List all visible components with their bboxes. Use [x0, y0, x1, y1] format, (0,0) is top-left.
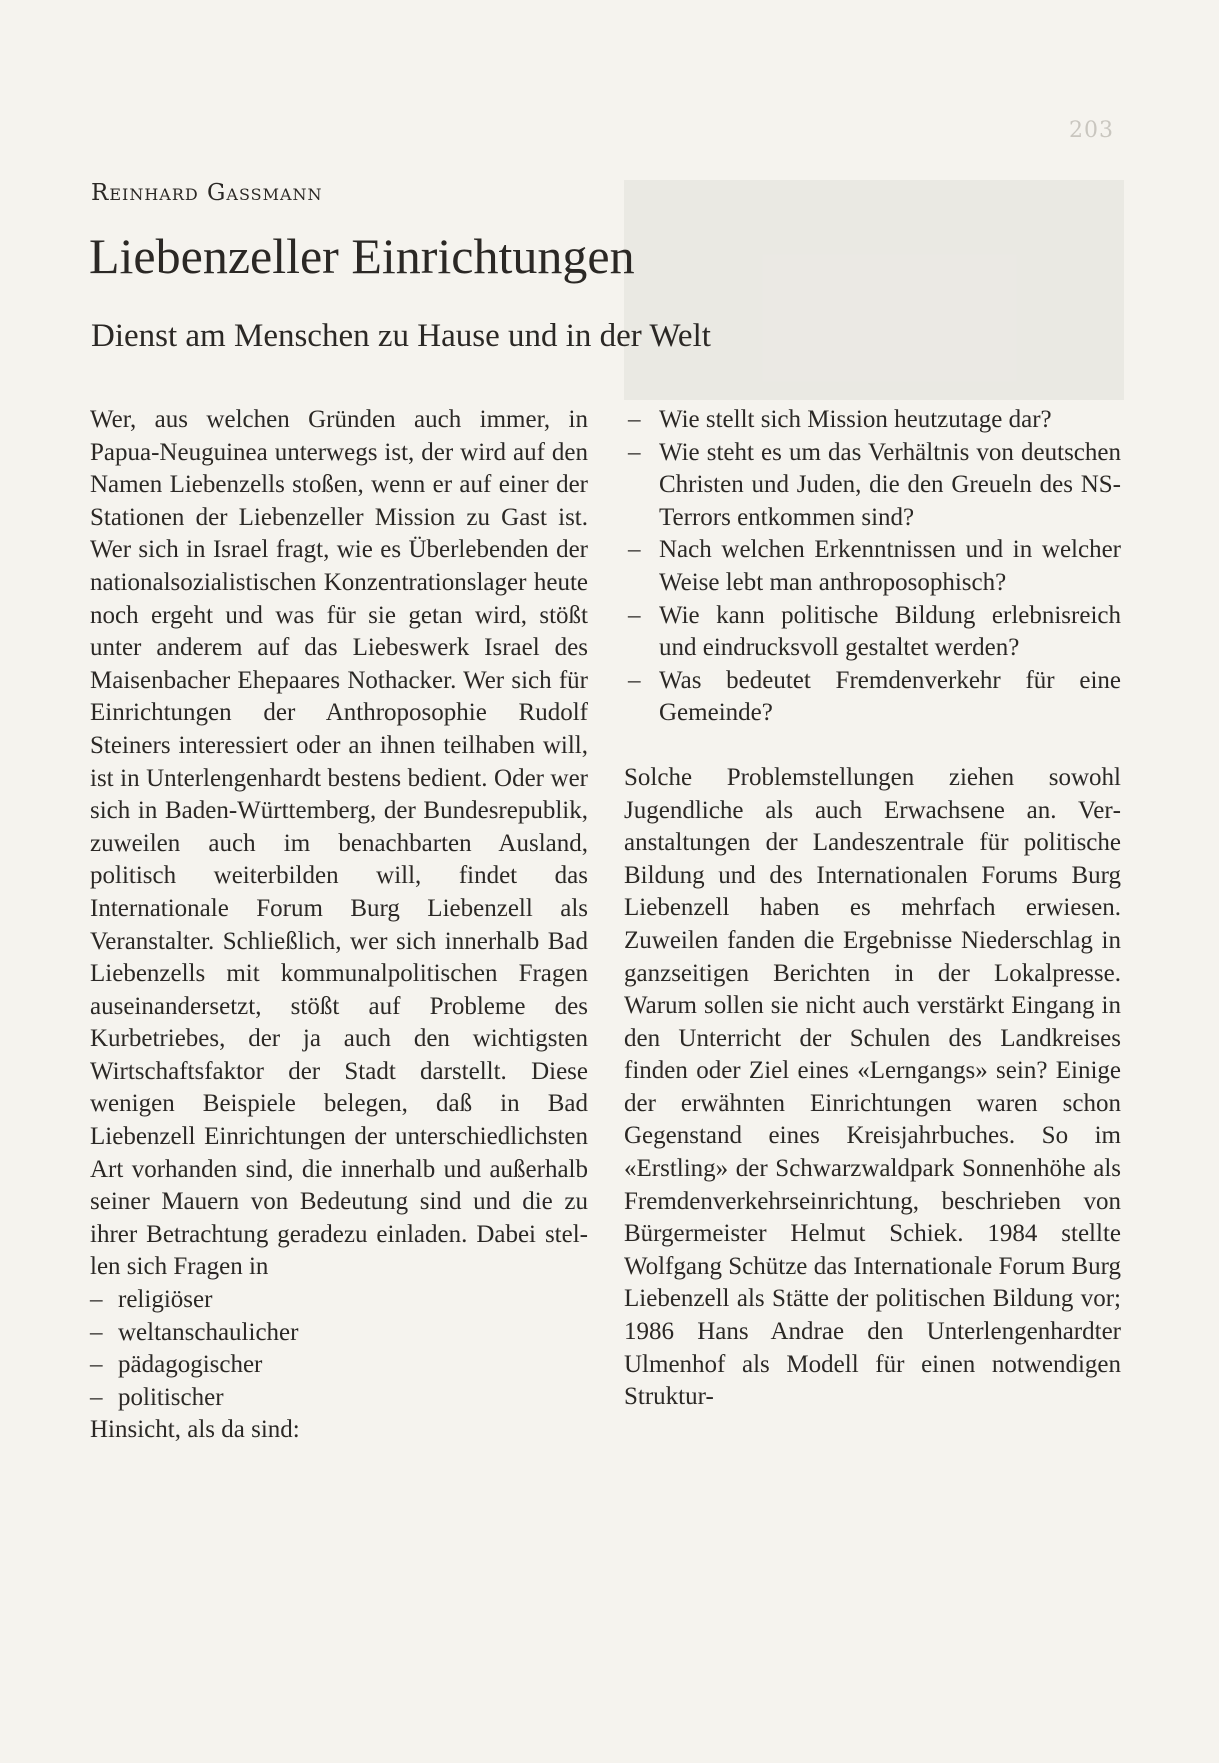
list-item: – politischer	[90, 1382, 588, 1415]
right-column	[624, 404, 1121, 1414]
list-item: – Wie stellt sich Mission heutzutage dar?	[624, 404, 1121, 437]
list-item: – pädagogischer	[90, 1349, 588, 1382]
left-column	[90, 404, 588, 1447]
paragraph-gap	[624, 730, 1121, 762]
intro-paragraph: Wer, aus welchen Gründen auch immer, in Papua-Neuguinea unterwegs ist, der wird auf den Namen Liebenzells stoßen, wenn er auf einer der Stationen der Liebenzeller Mission zu Gast ist. Wer sich in Israel fragt, wie es Überlebenden der nationalsozialistischen Konzentrationslager heute noch ergeht und was für sie getan wird, stößt unter anderem auf das Liebeswerk Israel des Maisenbacher Ehepaares Nothacker. Wer sich für Einrichtungen der Anthroposophie Rudolf Steiners interessiert oder an ihnen teilhaben will, ist in Unterlengenhardt bestens bedient. Oder wer sich in Baden-Württemberg, der Bundesrepublik, zuweilen auch im benachbarten Ausland, politisch weiterbilden will, findet das Internationale Forum Burg Liebenzell als Veranstalter. Schließlich, wer sich innerhalb Bad Liebenzells mit kommunalpolitischen Fragen auseinandersetzt, stößt auf Probleme des Kurbetriebes, der ja auch den wichtigsten Wirtschaftsfaktor der Stadt darstellt. Diese wenigen Beispiele belegen, daß in Bad Liebenzell Einrichtungen der unterschiedlichsten Art vorhanden sind, die innerhalb und außerhalb seiner Mauern von Bedeutung sind und die zu ihrer Betrachtung geradezu einladen. Dabei stellen sich Fragen in	[90, 406, 588, 1281]
list-item: – weltanschaulicher	[90, 1317, 588, 1350]
aspects-list	[90, 1284, 588, 1414]
list-item: – Wie steht es um das Verhältnis von deutschen Christen und Juden, die den Greueln des NS-Terrors entkommen sind?	[624, 437, 1121, 535]
closing-line: Hinsicht, als da sind:	[90, 1416, 300, 1444]
list-item: – Nach welchen Erkenntnissen und in welcher Weise lebt man anthroposophisch?	[624, 534, 1121, 599]
list-item: – Wie kann politische Bildung erlebnisreich und eindrucksvoll gestaltet werden?	[624, 600, 1121, 665]
article-title: Liebenzeller Einrichtungen	[89, 228, 635, 284]
bleed-through-shadow-right	[624, 180, 1124, 400]
questions-list	[624, 404, 1121, 730]
page-number: 203	[1069, 118, 1114, 143]
list-item: – Was bedeutet Fremdenverkehr für eine Gemeinde?	[624, 665, 1121, 730]
article-subtitle: Dienst am Menschen zu Hause und in der Welt	[91, 318, 711, 354]
body-paragraph: Solche Problemstellungen ziehen sowohl Jugendliche als auch Erwachsene an. Veranstaltungen der Landeszentrale für politische Bildung und des Internationalen Forums Burg Liebenzell haben es mehrfach erwiesen. Zuweilen fanden die Ergebnisse Niederschlag in ganzseitigen Berichten in der Lokalpresse. Warum sollen sie nicht auch verstärkt Eingang in den Unterricht der Schulen des Landkreises finden oder Ziel eines «Lerngangs» sein? Einige der erwähnten Einrichtungen waren schon Gegenstand eines Kreisjahrbuches. So im «Erstling» der Schwarzwaldpark Sonnenhöhe als Fremdenverkehrseinrichtung, beschrieben von Bürgermeister Helmut Schiek. 1984 stellte Wolfgang Schütze das Internationale Forum Burg Liebenzell als Stätte der politischen Bildung vor; 1986 Hans Andrae den Unterlengenhardter Ulmenhof als Modell für einen notwendigen Struktur-	[624, 763, 1121, 1411]
list-item: – religiöser	[90, 1284, 588, 1317]
author-name: Reinhard Gassmann	[91, 180, 323, 206]
